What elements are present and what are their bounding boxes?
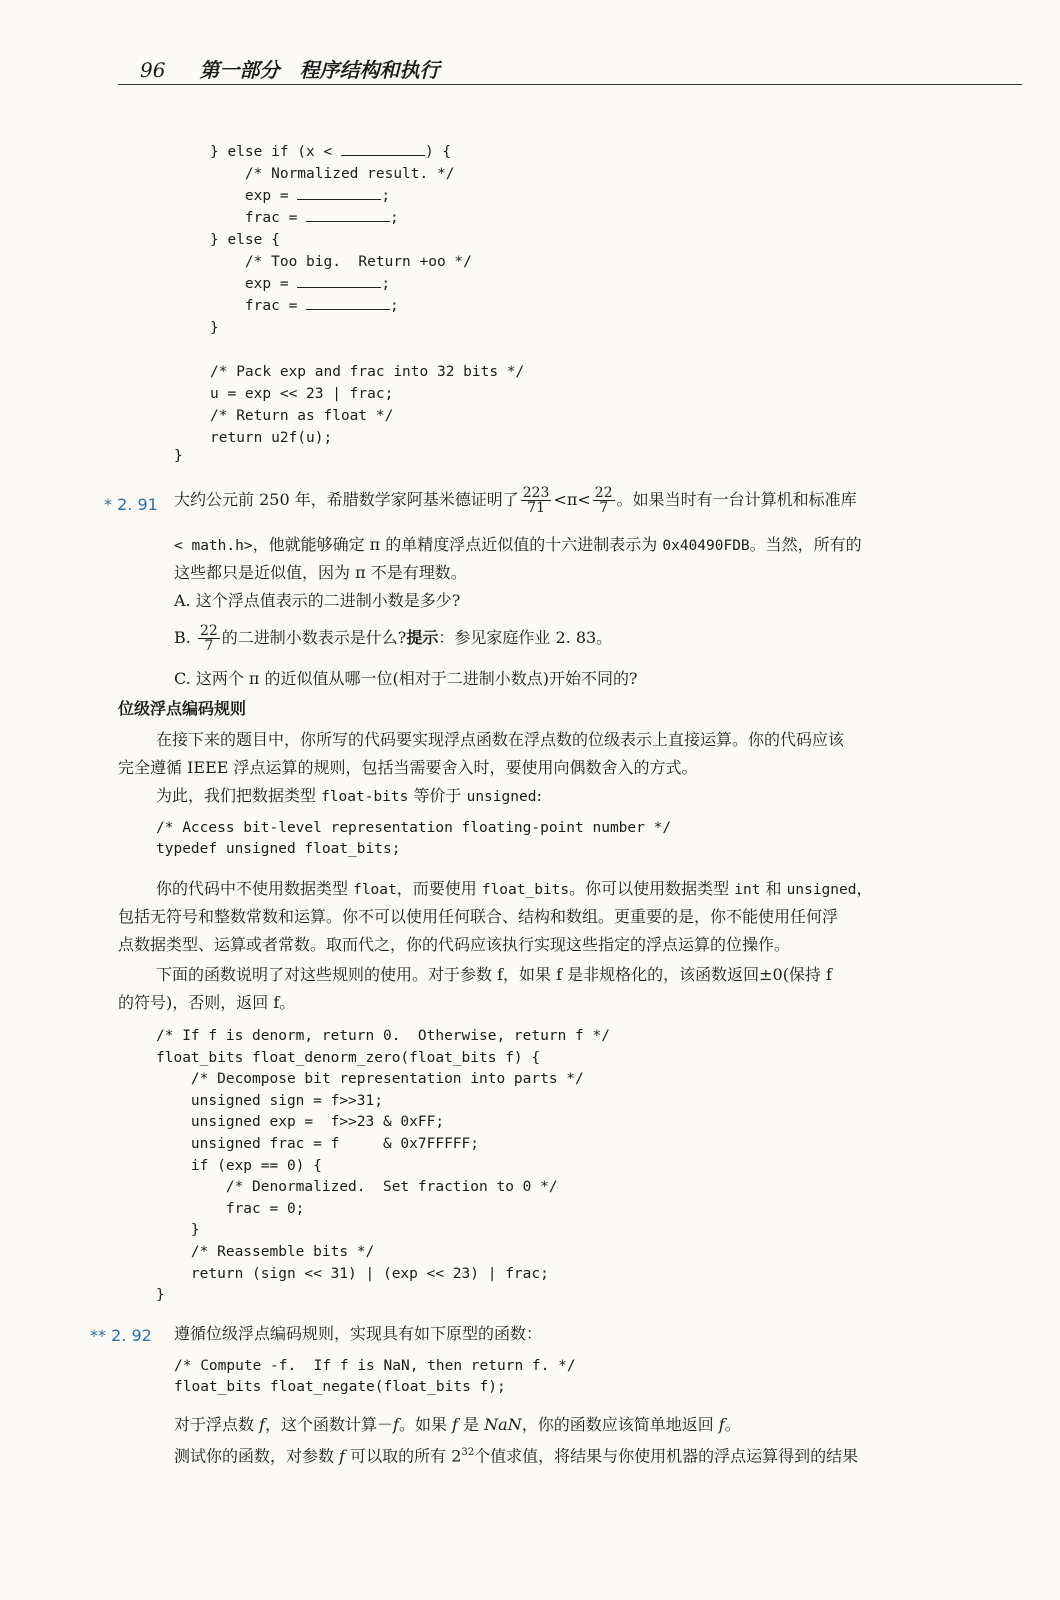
code-line: float_bits float_negate(float_bits f);: [174, 1379, 506, 1395]
text-span: ，而要使用: [396, 879, 482, 898]
code-line: unsigned sign = f>>31;: [156, 1092, 383, 1109]
exercise-2-91-question-c: C. 这两个 π 的近似值从哪一位(相对于二进制小数点)开始不同的?: [174, 669, 638, 688]
text-span: 。如果: [398, 1415, 453, 1434]
code-line: return (sign << 31) | (exp << 23) | frac;: [156, 1265, 549, 1282]
code-semicolon: ;: [381, 188, 391, 204]
text-span: 等价于: [408, 786, 467, 805]
code-line: }: [156, 1287, 165, 1304]
fraction-223-71: [521, 486, 552, 515]
text-span: 和: [760, 879, 787, 898]
section-para2: [156, 782, 542, 811]
exercise-2-92-intro: 遵循位级浮点编码规则，实现具有如下原型的函数：: [174, 1324, 543, 1343]
code-inline: unsigned: [466, 789, 537, 805]
code-line: /* Decompose bit representation into parts */: [156, 1071, 584, 1088]
code-line: /* Denormalized. Set fraction to 0 */: [156, 1179, 558, 1196]
math-var: f: [718, 1415, 725, 1434]
code-inline: float-bits: [321, 789, 409, 805]
text-span: 的二进制小数表示是什么?: [221, 628, 407, 647]
code-inline: float_bits: [481, 882, 570, 898]
code-line: }: [156, 1222, 200, 1239]
code-line: return u2f(u);: [210, 430, 333, 446]
code-block-float-negate: [174, 1356, 576, 1398]
code-line: /* Reassemble bits */: [156, 1243, 375, 1260]
text-span: 测试你的函数，对参数: [174, 1446, 340, 1466]
text-span: 。当然，所有的: [749, 535, 862, 554]
section-para4-line2: 的符号)，否则，返回 f。: [118, 993, 296, 1012]
exercise-2-92-text2: [174, 1439, 858, 1470]
text-span: <π<: [553, 490, 591, 509]
code-line: } else {: [210, 232, 280, 248]
text-span: 对于浮点数: [174, 1415, 260, 1434]
running-header: [140, 54, 439, 83]
text-span: 大约公元前 250 年，希腊数学家阿基米德证明了: [174, 490, 519, 509]
fraction-22-7: [593, 486, 615, 515]
fill-blank: [297, 275, 381, 288]
code-inline: int: [734, 882, 761, 898]
math-var: NaN: [484, 1415, 522, 1434]
text-span: 你的代码中不使用数据类型: [156, 879, 354, 898]
exercise-number-2-91: * 2. 91: [104, 495, 158, 514]
text-span: 为此，我们把数据类型: [156, 786, 322, 805]
text-span: 。如果当时有一台计算机和标准库: [616, 490, 857, 509]
code-line: float_bits float_denorm_zero(float_bits f) {: [156, 1049, 541, 1066]
exercise-2-91-line1: [174, 486, 857, 515]
numerator: 223: [522, 485, 550, 501]
denominator: 7: [204, 638, 214, 654]
page-number: 96: [140, 58, 166, 82]
code-line: } else if (x <: [210, 144, 341, 160]
code-line: exp =: [210, 276, 298, 292]
code-inline: float: [353, 882, 397, 898]
code-line: }: [210, 320, 219, 336]
code-line: /* Compute -f. If f is NaN, then return f. */: [174, 1358, 576, 1374]
code-line: /* Access bit-level representation floating-point number */: [156, 820, 672, 836]
code-line: unsigned frac = f & 0x7FFFFF;: [156, 1135, 480, 1152]
fill-blank: [297, 187, 381, 200]
code-line: u = exp << 23 | frac;: [210, 386, 394, 402]
code-line: frac =: [210, 210, 307, 226]
section-para3-line2: 包括无符号和整数常数和运算。你不可以使用任何联合、结构和数组。更重要的是，你不能使用任何浮: [118, 907, 839, 926]
numerator: 22: [199, 623, 218, 639]
fill-blank: [341, 143, 425, 156]
code-inline: 0x40490FDB: [662, 538, 750, 554]
text-span: :: [536, 786, 542, 805]
math-var: f: [259, 1415, 266, 1434]
code-semicolon: ;: [390, 210, 399, 226]
fill-blank: [306, 209, 390, 222]
math-var: f: [393, 1415, 399, 1434]
code-semicolon: ;: [390, 298, 399, 314]
code-line: exp =: [210, 188, 298, 204]
hint-label: 提示: [406, 628, 439, 647]
text-span: 。: [724, 1415, 741, 1434]
code-block-typedef: [156, 818, 671, 860]
code-inline: < math.h>: [174, 538, 253, 554]
code-line: typedef unsigned float_bits;: [156, 841, 401, 857]
code-line: /* If f is denorm, return 0. Otherwise, return f */: [156, 1028, 610, 1044]
code-line: /* Normalized result. */: [210, 166, 455, 182]
code-line: unsigned exp = f>>23 & 0xFF;: [156, 1114, 445, 1131]
text-span: 是: [457, 1415, 485, 1434]
code-line: /* Too big. Return +oo */: [210, 254, 472, 270]
fill-blank: [306, 297, 390, 310]
code-inline: unsigned: [786, 882, 857, 898]
text-span: ，他就能够确定 π 的单精度浮点近似值的十六进制表示为: [252, 535, 663, 554]
code-block-continuation: [210, 141, 524, 449]
text-span: ：参见家庭作业 2. 83。: [438, 628, 613, 647]
text-span: 。你可以使用数据类型: [569, 879, 735, 898]
numerator: 22: [594, 485, 613, 501]
section-title: 位级浮点编码规则: [118, 699, 247, 718]
exercise-2-92-text1: [174, 1411, 741, 1439]
code-line: /* Return as float */: [210, 408, 394, 424]
section-para3-line1: [156, 875, 873, 904]
text-span: ，这个函数计算－: [265, 1415, 394, 1434]
code-line: frac = 0;: [156, 1200, 305, 1217]
code-line: ) {: [424, 144, 452, 160]
code-line: if (exp == 0) {: [156, 1157, 322, 1174]
code-line: /* Pack exp and frac into 32 bits */: [210, 364, 525, 380]
code-semicolon: ;: [381, 276, 391, 292]
exercise-2-91-question-a: A. 这个浮点值表示的二进制小数是多少?: [174, 591, 461, 610]
denominator: 71: [527, 500, 545, 516]
section-para4-line1: 下面的函数说明了对这些规则的使用。对于参数 f，如果 f 是非规格化的，该函数返回±0(保持 f: [156, 965, 832, 984]
section-para1-line2: 完全遵循 IEEE 浮点运算的规则，包括当需要舍入时，要使用向偶数舍入的方式。: [118, 758, 698, 777]
math-var: f: [339, 1446, 346, 1466]
code-block-denorm-zero: [156, 1026, 610, 1307]
exercise-2-91-question-b: [174, 624, 612, 653]
code-line: frac =: [210, 298, 307, 314]
exercise-number-2-92: ** 2. 92: [90, 1326, 152, 1345]
section-para3-line3: 点数据类型、运算或者常数。取而代之，你的代码应该执行实现这些指定的浮点运算的位操作。: [118, 935, 791, 954]
header-rule: [118, 84, 1022, 85]
denominator: 7: [599, 500, 609, 516]
text-span: B.: [174, 628, 196, 647]
superscript: 32: [461, 1447, 475, 1458]
section-para1-line1: 在接下来的题目中，你所写的代码要实现浮点函数在浮点数的位级表示上直接运算。你的代码应该: [156, 730, 845, 749]
text-span: 个值求值，将结果与你使用机器的浮点运算得到的结果: [474, 1446, 859, 1466]
exercise-2-91-line2: [174, 531, 862, 560]
math-var: f: [452, 1415, 458, 1434]
fraction-22-7: [198, 624, 220, 653]
code-closing-brace: }: [174, 448, 183, 464]
text-span: ，: [856, 879, 873, 898]
chapter-title: 第一部分 程序结构和执行: [199, 58, 440, 82]
text-span: 可以取的所有 2: [345, 1446, 462, 1466]
text-span: ，你的函数应该简单地返回: [521, 1415, 719, 1434]
exercise-2-91-line3: 这些都只是近似值，因为 π 不是有理数。: [174, 563, 467, 582]
